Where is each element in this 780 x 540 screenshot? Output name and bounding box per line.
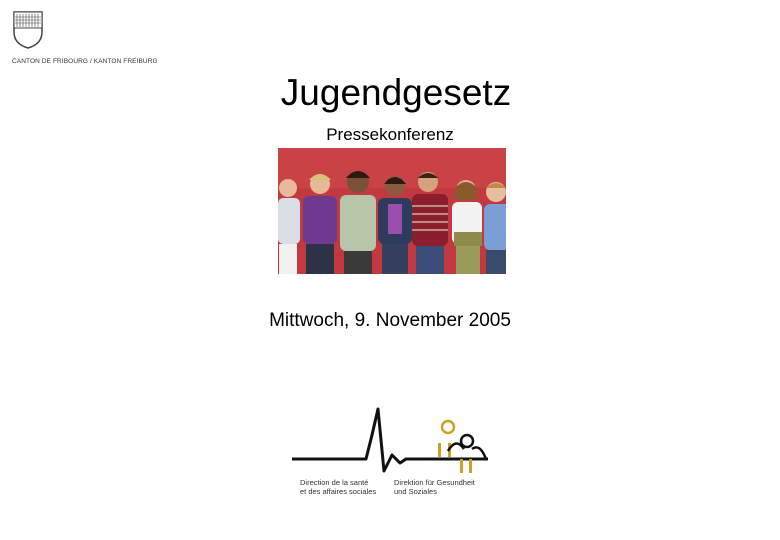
group-photo <box>278 148 506 274</box>
department-name-de <box>394 478 475 496</box>
department-fr-line1: Direction de la santé <box>300 478 369 487</box>
event-date: Mittwoch, 9. November 2005 <box>269 310 511 331</box>
department-de-line2: und Soziales <box>394 487 437 496</box>
department-fr-line2: et des affaires sociales <box>300 487 377 496</box>
group-of-teenagers-photo <box>278 148 506 274</box>
heartbeat-family-icon <box>288 405 498 477</box>
canton-name: CANTON DE FRIBOURG / KANTON FREIBURG <box>12 58 158 65</box>
page-title: Jugendgesetz <box>280 72 512 113</box>
page-subtitle: Pressekonferenz <box>326 125 454 144</box>
coat-of-arms-icon <box>12 10 44 50</box>
department-name-fr <box>300 478 376 496</box>
department-de-line1: Direktion für Gesundheit <box>394 478 475 487</box>
department-logo <box>288 405 498 505</box>
canton-logo <box>10 10 158 70</box>
